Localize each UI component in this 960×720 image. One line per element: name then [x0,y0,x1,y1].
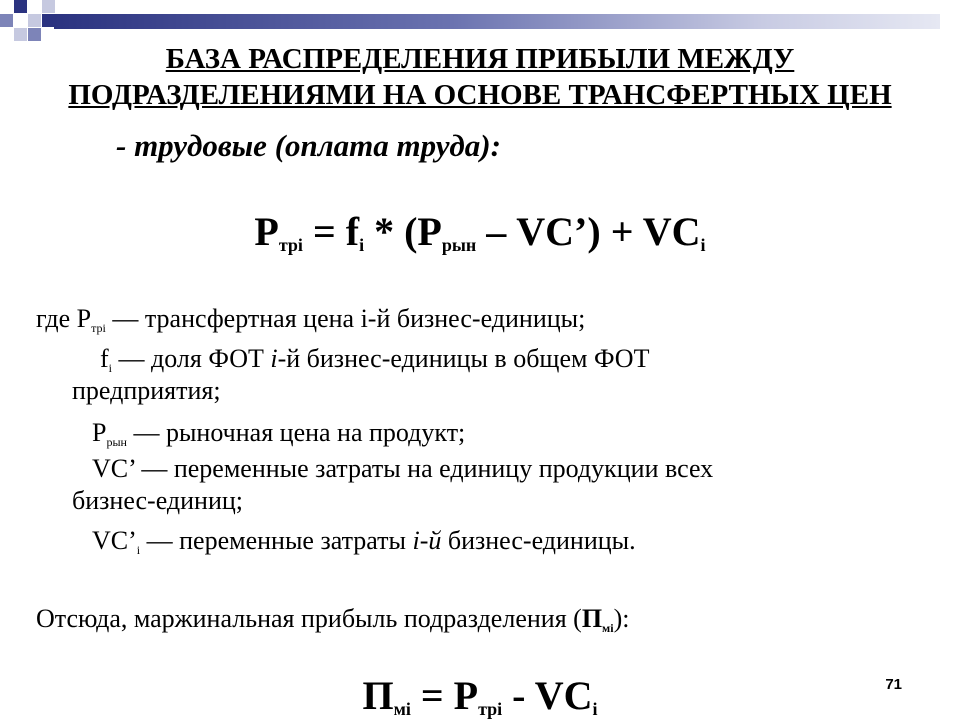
definition-transfer-price: где $P_{трi}$ — трансфертная цена i-й бизнес-единицы; [36,304,586,335]
definition-share-cont: предприятия; [72,376,221,405]
definition-market-price: $P_{рын}$ — рыночная цена на продукт; [92,418,466,449]
definition-share: $f_i$ — доля ФОТ i-й бизнес-единицы в общем ФОТ [100,344,650,375]
transfer-price-formula: $P_{трi} = f_i * (P_{рын}$ – VC’) + $VC_i$ [254,209,706,255]
subheading: - трудовые (оплата труда): [116,128,501,163]
definition-variable-costs: VC’ — переменные затраты на единицу продукции всех [92,454,714,483]
slide-title-line1: БАЗА РАСПРЕДЕЛЕНИЯ ПРИБЫЛИ МЕЖДУ [165,43,795,75]
marginal-profit-formula: $П_{мi} = P_{трi} - VC_i$ [362,673,598,719]
slide-title-line2: ПОДРАЗДЕЛЕНИЯМИ НА ОСНОВЕ ТРАНСФЕРТНЫХ ЦЕН [68,79,892,111]
header-rule [54,14,940,29]
conclusion-text: Отсюда, маржинальная прибыль подразделения $(П_{мi})$: [36,604,630,635]
definition-unit-variable-costs: $VC’_i$ — переменные затраты i-й бизнес-единицы. [92,526,636,557]
page-number: 71 [885,676,902,693]
definition-variable-costs-cont: бизнес-единиц; [72,486,244,515]
